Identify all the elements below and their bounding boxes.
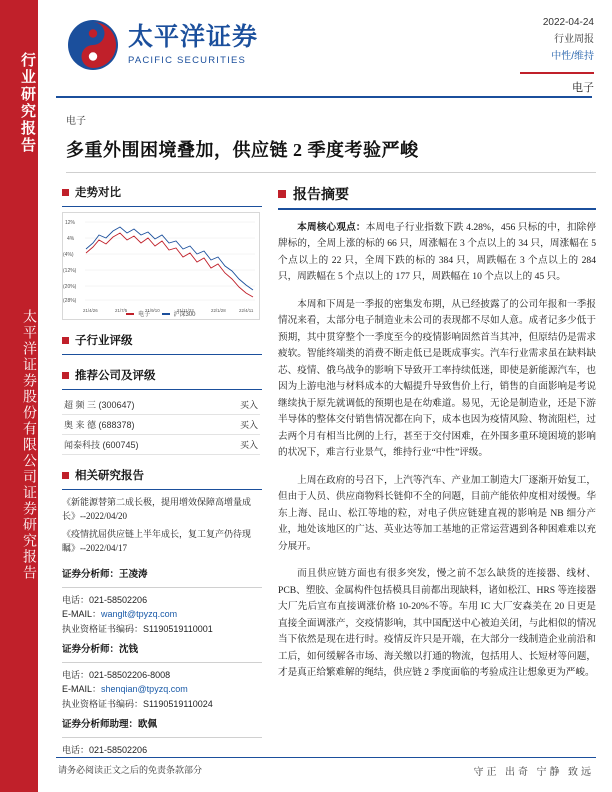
analyst-name-row (62, 642, 262, 658)
analyst-phone: 021-58502206-8008 (89, 669, 171, 680)
band-title-text: 行业研究报告 (19, 52, 35, 154)
chart-legend (63, 309, 259, 318)
bullet-square-icon (62, 189, 69, 196)
legend-label: 沪深300 (173, 312, 196, 318)
related-reports-rule (62, 489, 262, 490)
legend-item (126, 309, 150, 318)
analyst-name: 沈钱 (119, 644, 139, 655)
analyst-phone-label: 电话： (62, 669, 90, 680)
legend-label: 电子 (138, 312, 151, 318)
chart-section-title: 走势对比 (75, 187, 121, 199)
analyst-role: 证券分析师： (62, 644, 120, 655)
recommend-title: 推荐公司及评级 (75, 370, 156, 382)
svg-text:22/1/28: 22/1/28 (211, 308, 226, 313)
analyst-cert: S1190519110001 (143, 623, 213, 634)
table-row (62, 395, 260, 415)
analyst-phone-row (62, 593, 262, 608)
pacific-logo-icon (66, 18, 120, 72)
industry-rating-section (62, 332, 262, 355)
svg-text:(28%): (28%) (63, 298, 77, 304)
bullet-square-icon (278, 190, 286, 198)
table-row (62, 435, 260, 455)
chart-section-header (62, 184, 262, 200)
analyst-name: 欧佩 (138, 719, 158, 730)
company-rating: 买入 (217, 435, 260, 455)
bullet-square-icon (62, 372, 69, 379)
analyst-name-row (62, 717, 262, 733)
recommend-rule (62, 389, 262, 390)
legend-swatch-icon (162, 313, 170, 315)
document-header (38, 0, 612, 92)
svg-text:12%: 12% (65, 220, 76, 226)
summary-paragraph: 本周核心观点：本周电子行业指数下跌 4.28%，456 只标的中，扣除停牌标的，全周上涨的标的 66 只，周涨幅在 3 个点以上的 34 只，周涨幅在 5 个点以上的 22 只，全周下跌的标的 384 只，周跌幅在 3 个点以上的 284 只，周跌幅在 5 个点以上的 177 只，周跌幅在 10 个点以上的 45 只。 (278, 221, 597, 282)
company-code: 超 频 三 (300647) (62, 395, 217, 415)
summary-title: 报告摘要 (293, 188, 349, 203)
chart-section-rule (62, 206, 262, 207)
summary-paragraph: 本周和下周是一季报的密集发布期，从已经披露了的公司年报和一季报情况来看，太部分电子制造业未公司的表现都不尽如人意。成者记多少低于预期，其中贯穿整个一季度至今的疫情影响固然首当其冲，但原结仍是需求疲软。智能终端类的消费不断走低已是既成事实。汽车行业需求虽在缺料缺芯、疫情、俄乌战争的影响下导致开工率持续低迷，即使是新能源汽车，也因为上游电池与材料成本的大幅提升导致售价上行，销售的自面影响是考说继续执于原先就调低的预期也是在幼难道。易见，无论是制造业，还是下游半导体的整体交付销售情况都在向下，成本也因为疫情风险、物流阻栏，过去两个月有相当比例的上行，甚至于交付困难，在外围多重环境困境的影响的状况下，难言行业景气，维持行业“中性”评级。 (278, 298, 596, 458)
brand-name (128, 24, 258, 66)
footer-seal: 守正 出奇 宁静 致远 (473, 767, 594, 778)
svg-text:21/7/5: 21/7/5 (115, 308, 128, 313)
summary-header (278, 184, 596, 204)
recommend-header (62, 367, 262, 383)
title-divider (66, 172, 596, 173)
analyst-cert: S1190519110024 (143, 698, 213, 709)
analyst-phone: 021-58502206 (89, 744, 148, 755)
analyst-email[interactable]: shenqian@tpyzq.com (101, 684, 188, 694)
analyst-phone-row (62, 743, 262, 758)
analyst-email-label: E-MAIL： (62, 684, 102, 694)
related-report-item[interactable]: 《新能源替第二成长极，提用增效保障高增量成长》--2022/04/20 (62, 497, 252, 521)
header-meta (543, 14, 594, 65)
recommend-table (62, 395, 260, 455)
analyst-cert-label: 执业资格证书编码： (62, 698, 144, 709)
analyst-role: 证券分析师： (62, 569, 120, 580)
left-side-band (0, 0, 38, 792)
analyst-divider (62, 662, 262, 663)
svg-text:22/4/11: 22/4/11 (239, 308, 254, 313)
report-rating: 中性/维持 (551, 51, 594, 62)
header-accent-rule (520, 72, 594, 74)
related-reports-section (62, 467, 262, 555)
sector-label: 电子 (66, 116, 86, 127)
analyst-divider (62, 587, 262, 588)
table-row (62, 415, 260, 435)
analyst-cert-label: 执业资格证书编码： (62, 623, 144, 634)
analyst-name: 王凌涛 (119, 569, 148, 580)
summary-paragraph: 而且供应链方面也有很多突发，慢之前不怎么缺货的连接器、线材、PCB、塑胶、金属构件包括模具目前都出现缺料，诸如松江、HRS 等连接器大厂先后宣布直接调涨价格 10-20%不等。车用 IC 大厂安森美在 20 日更是直接全面调涨产，交疫情影响，其中国配送中心被迫关闭，与此相似的情况当下依然是现在进行时。疫情反许只是开端，在大部分一线制造企业前沿和工后，如何缓解各市场、海关缴以打通的物流，包括用人、长短材等问题，才是真正给繁难解的绳结，供应链 2 季度面临的考验成注让想象更为严峻。 (278, 568, 596, 678)
company-code: 闻泰科技 (600745) (62, 435, 217, 455)
svg-text:(20%): (20%) (63, 284, 77, 290)
svg-text:4%: 4% (67, 236, 75, 242)
related-report-item[interactable]: 《疫情扰屈供应链上半年成长，复工复产仍待现瞩》--2022/04/17 (62, 529, 252, 553)
svg-text:21/4/26: 21/4/26 (83, 308, 98, 313)
analyst-email-row (62, 607, 262, 622)
svg-text:21/11/22: 21/11/22 (177, 308, 194, 313)
analyst-email-row (62, 682, 262, 697)
industry-rating-header (62, 332, 262, 348)
band-company-text: 太平洋证券股份有限公司证券研究报告 (21, 309, 36, 581)
company-rating: 买入 (217, 415, 260, 435)
brand-name-cn: 太平洋证券 (128, 24, 259, 51)
brand-logo (66, 18, 258, 72)
footer-disclaimer: 请务必阅读正文之后的免责条款部分 (58, 765, 203, 775)
svg-text:21/9/10: 21/9/10 (145, 308, 160, 313)
analyst-email[interactable]: wanglt@tpyzq.com (101, 609, 178, 619)
analyst-cert-row (62, 622, 262, 637)
right-column (278, 184, 596, 693)
header-divider (56, 96, 592, 98)
report-date: 2022-04-24 (542, 17, 594, 28)
analyst-cert-row (62, 697, 262, 712)
analyst-phone-label: 电话： (62, 594, 90, 605)
analyst-phone-label: 电话： (62, 744, 90, 755)
summary-paragraph: 上周在政府的号召下，上汽等汽车、产业加工制造大厂逐渐开始复工，但由于人员、供应商物料长链仰不全的问题，目前产能依仲度相对缓慢。华东上海、昆山、松江等地的粒，对电子供应链建直视的影响是 NB 细分产业，地处该地区的广达、英业达等加工基地的正常运营遇到各种困难难以充分展开。 (278, 474, 596, 552)
related-reports-title: 相关研究报告 (75, 470, 144, 482)
company-code: 奥 来 德 (688378) (62, 415, 217, 435)
bullet-square-icon (62, 337, 69, 344)
industry-rating-title: 子行业评级 (75, 335, 133, 347)
footer-divider (56, 757, 596, 758)
brand-name-en: PACIFIC SECURITIES (128, 55, 247, 66)
svg-text:(12%): (12%) (63, 268, 77, 274)
svg-text:(4%): (4%) (63, 252, 74, 258)
bullet-square-icon (62, 472, 69, 479)
analyst-name-row (62, 567, 262, 583)
analyst-phone: 021-58502206 (89, 594, 148, 605)
legend-swatch-icon (126, 313, 134, 315)
recommend-section (62, 367, 262, 455)
analyst-email-label: E-MAIL： (62, 609, 102, 619)
analyst-role: 证券分析师助理： (62, 719, 139, 730)
header-sector: 电子 (572, 82, 594, 94)
related-reports-header (62, 467, 262, 483)
analyst-divider (62, 737, 262, 738)
company-rating: 买入 (217, 395, 260, 415)
analyst-phone-row (62, 668, 262, 683)
industry-rating-rule (62, 354, 262, 355)
report-type: 行业周报 (554, 34, 594, 45)
legend-item (162, 309, 196, 318)
left-column (62, 184, 262, 757)
performance-chart (62, 212, 260, 320)
page-title: 多重外围困境叠加，供应链 2 季度考验严峻 (66, 140, 419, 160)
analyst-block (62, 567, 262, 757)
summary-rule (278, 208, 596, 210)
